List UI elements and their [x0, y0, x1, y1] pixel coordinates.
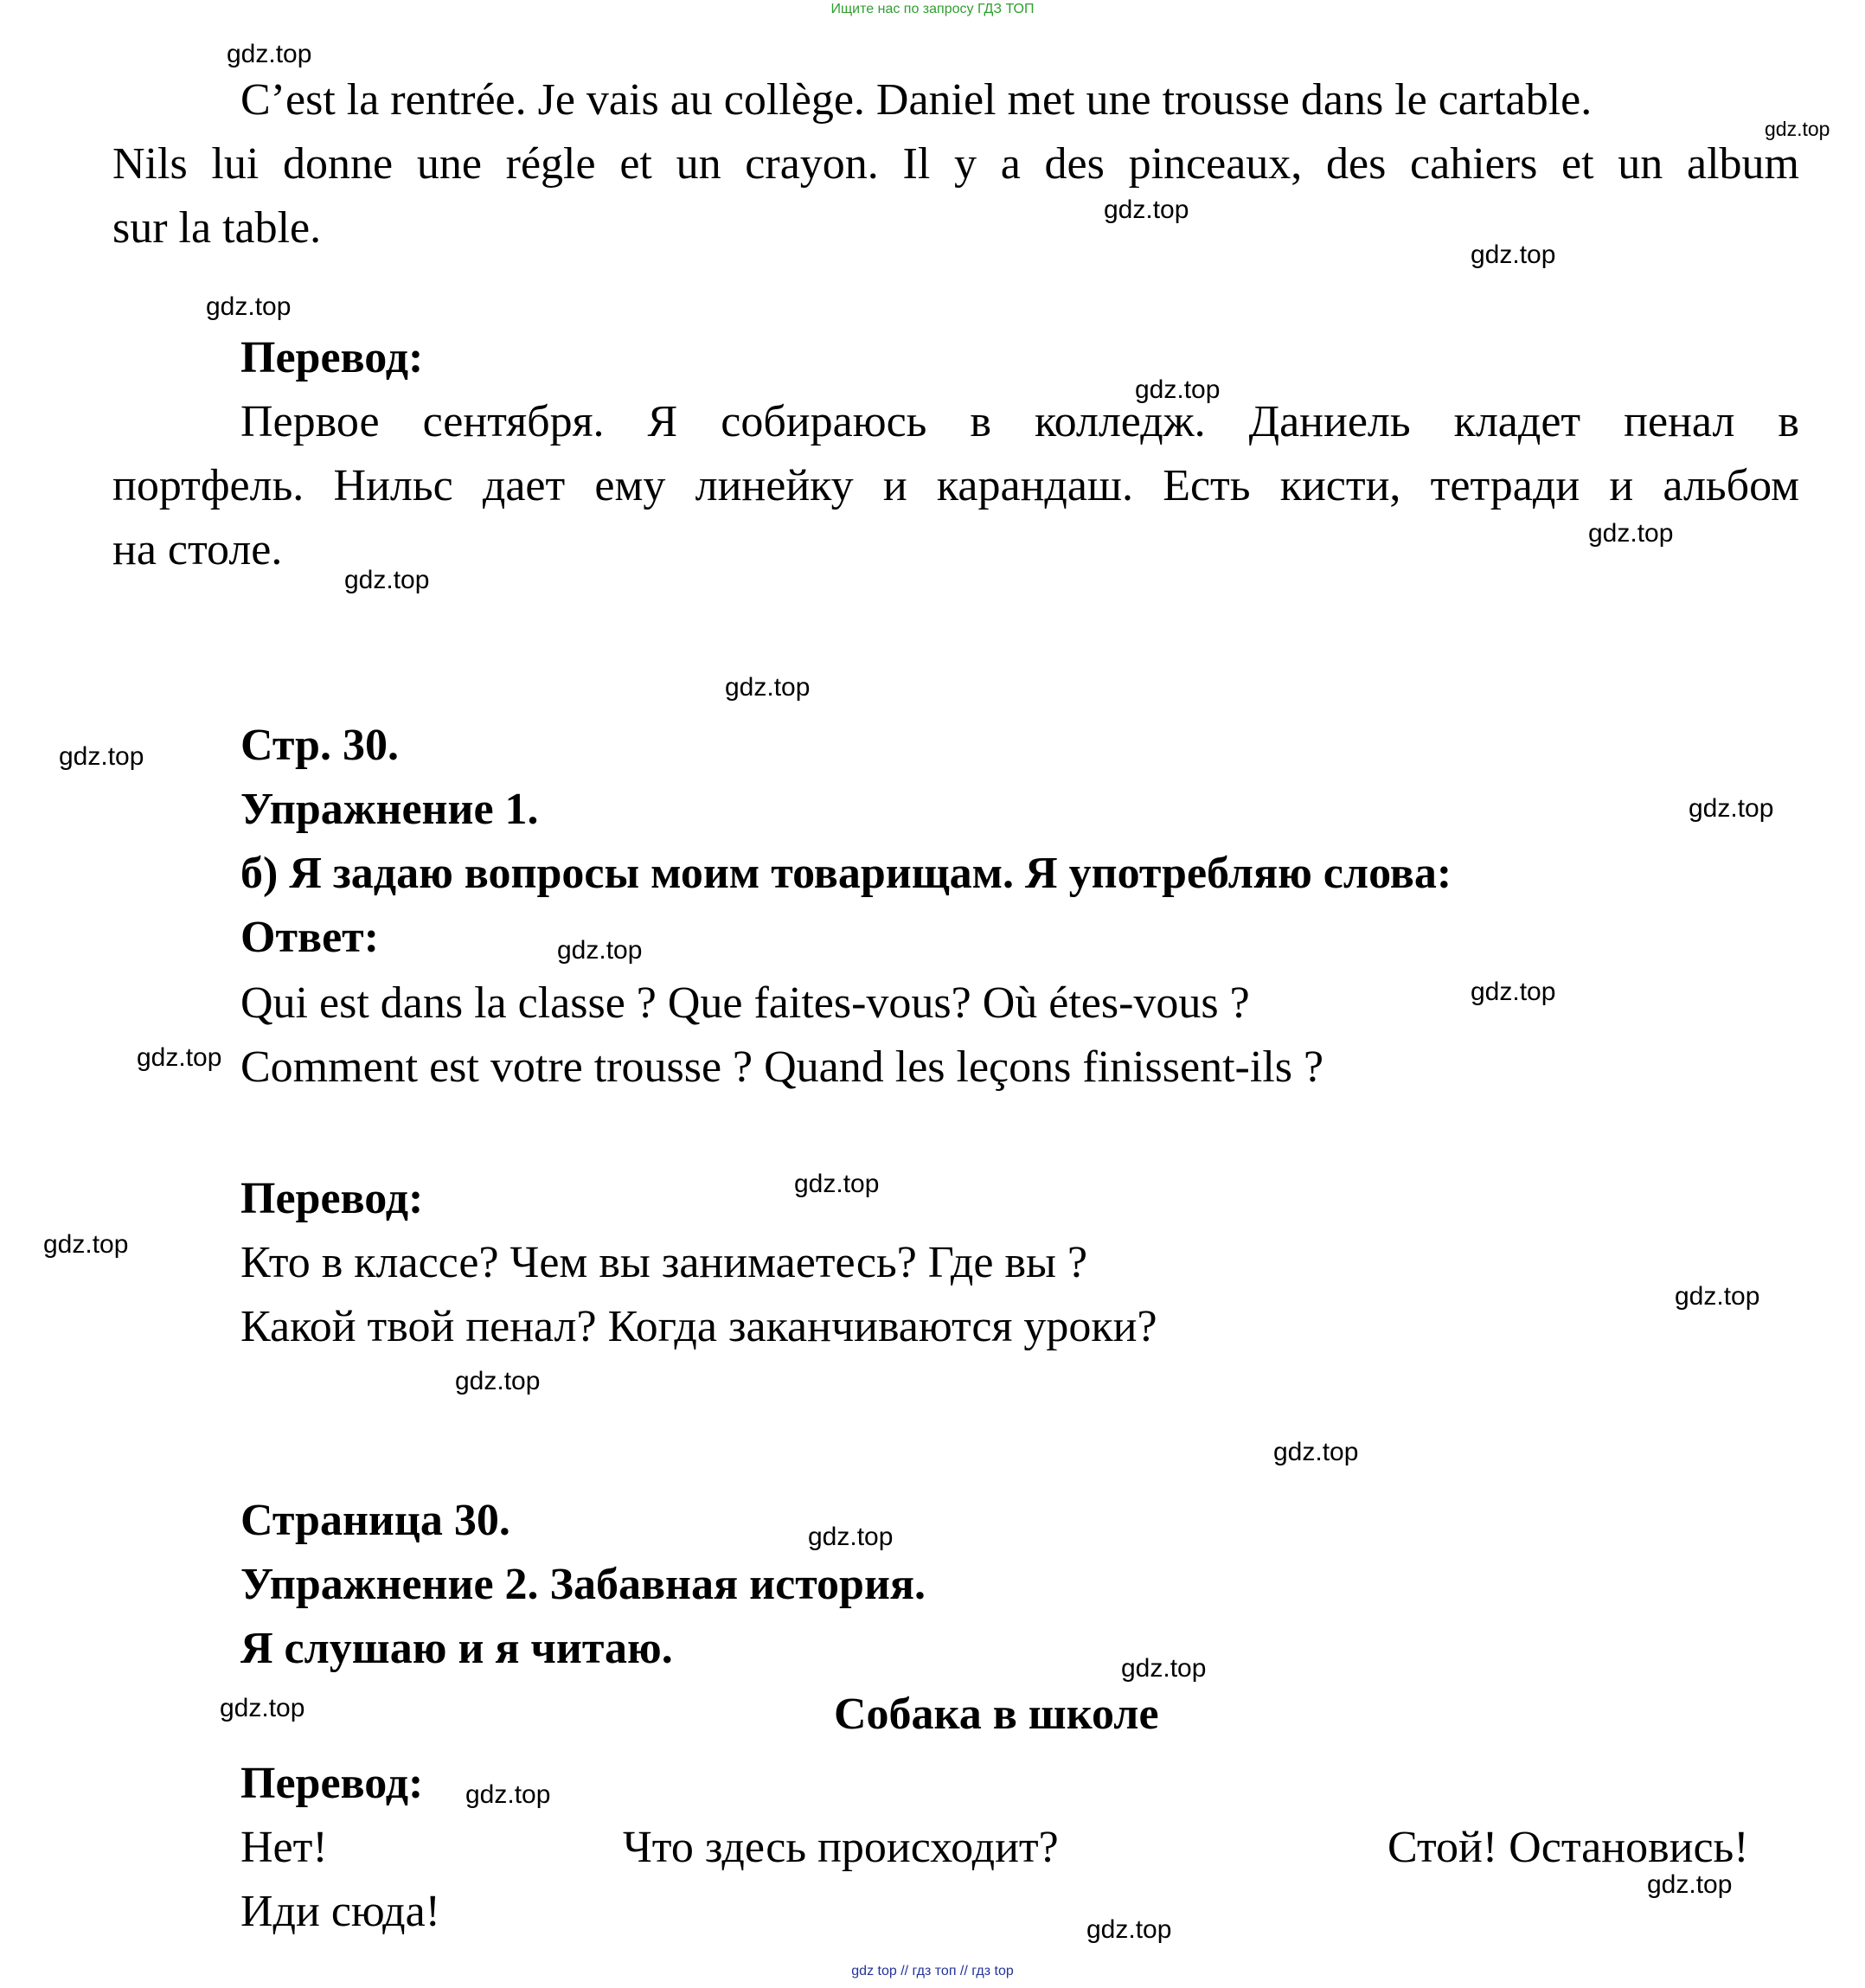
section-2-page: Страница 30.	[240, 1496, 510, 1545]
translation-heading-2: Перевод:	[240, 1174, 424, 1223]
watermark: gdz.top	[808, 1523, 894, 1551]
watermark: gdz.top	[557, 936, 643, 965]
top-banner: Ищите нас по запросу ГДЗ ТОП	[830, 2, 1035, 16]
story-title: Собака в школе	[834, 1690, 1159, 1739]
answer-line-1: Qui est dans la classe ? Que faites-vous? Où étes-vous ?	[240, 978, 1250, 1028]
watermark: gdz.top	[206, 292, 292, 321]
watermark: gdz.top	[1588, 519, 1674, 548]
watermark: gdz.top	[725, 673, 811, 702]
watermark: gdz.top	[1647, 1870, 1733, 1899]
section-1-page: Стр. 30.	[240, 721, 399, 770]
translation-heading-3: Перевод:	[240, 1759, 424, 1808]
watermark: gdz.top	[59, 742, 144, 771]
watermark: gdz.top	[344, 566, 430, 594]
watermark: gdz.top	[1273, 1438, 1359, 1466]
translation-heading-1: Перевод:	[240, 333, 424, 382]
watermark: gdz.top	[1086, 1915, 1172, 1944]
translation-1-line-1: Первое сентября. Я собираюсь в колледж. Даниель кладет пенал в	[240, 397, 1799, 446]
answer-line-2: Comment est votre trousse ? Quand les leçons finissent-ils ?	[240, 1042, 1324, 1092]
watermark: gdz.top	[1135, 375, 1221, 404]
phrase-come-here: Иди сюда!	[240, 1887, 440, 1936]
translation-2-line-2: Какой твой пенал? Когда заканчиваются уроки?	[240, 1302, 1157, 1351]
watermark: gdz.top	[1104, 196, 1189, 224]
watermark: gdz.top	[1471, 978, 1556, 1006]
phrase-no: Нет!	[240, 1823, 328, 1872]
translation-1-line-2: портфель. Нильс дает ему линейку и карандаш. Есть кисти, тетради и альбом	[112, 461, 1799, 510]
section-2-task: Я слушаю и я читаю.	[240, 1624, 673, 1673]
watermark: gdz.top	[1121, 1654, 1207, 1683]
section-1-exercise: Упражнение 1.	[240, 785, 539, 834]
watermark: gdz.top	[220, 1694, 305, 1722]
section-1-task: б) Я задаю вопросы моим товарищам. Я употребляю слова:	[240, 849, 1452, 898]
watermark: gdz.top	[794, 1170, 880, 1198]
french-line-3: sur la table.	[112, 203, 322, 253]
watermark: gdz.top	[1689, 794, 1774, 823]
watermark: gdz.top	[43, 1230, 129, 1259]
bottom-banner: gdz top // гдз топ // гдз top	[851, 1964, 1014, 1978]
watermark: gdz.top	[227, 40, 312, 68]
translation-2-line-1: Кто в классе? Чем вы занимаетесь? Где вы ?	[240, 1238, 1088, 1287]
phrase-what-is-happening: Что здесь происходит?	[623, 1823, 1059, 1872]
watermark: gdz.top	[1765, 118, 1830, 140]
watermark: gdz.top	[1471, 240, 1556, 269]
section-2-exercise: Упражнение 2. Забавная история.	[240, 1560, 926, 1609]
translation-1-line-3: на столе.	[112, 525, 283, 574]
watermark: gdz.top	[455, 1367, 541, 1395]
watermark: gdz.top	[1675, 1282, 1760, 1311]
french-line-1: C’est la rentrée. Je vais au collège. Daniel met une trousse dans le cartable.	[240, 75, 1593, 125]
phrase-stop: Стой! Остановись!	[1388, 1823, 1749, 1872]
french-line-2: Nils lui donne une régle et un crayon. Il y a des pinceaux, des cahiers et un album	[112, 139, 1799, 189]
answer-heading: Ответ:	[240, 913, 380, 962]
watermark: gdz.top	[137, 1043, 222, 1072]
watermark: gdz.top	[465, 1780, 551, 1809]
